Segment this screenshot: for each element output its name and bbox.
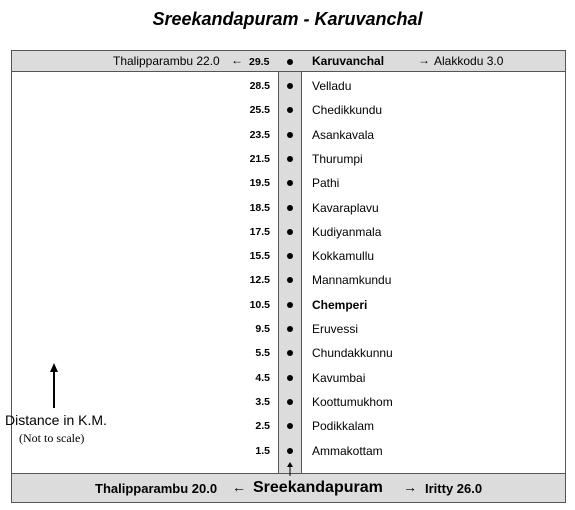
stop-name: Kokkamullu — [312, 249, 375, 264]
stop-dot-icon — [287, 180, 293, 186]
stop-dot-icon — [287, 132, 293, 138]
stop-name: Velladu — [312, 79, 352, 93]
right-arrow-icon: → — [403, 479, 417, 495]
stop-dot-icon — [287, 59, 293, 65]
stop-distance: 15.5 — [249, 250, 270, 263]
stop-row — [0, 395, 575, 409]
stop-dot-icon — [287, 302, 293, 308]
stop-dot-icon — [287, 350, 293, 356]
stop-distance: 9.5 — [255, 323, 270, 335]
stop-name: Ammakottam — [312, 443, 383, 458]
stop-distance: 12.5 — [249, 274, 270, 287]
stop-distance: 19.5 — [249, 177, 270, 190]
left-arrow-icon: ← — [231, 53, 243, 67]
legend-label: Distance in K.M. — [5, 412, 107, 428]
stop-row — [0, 346, 575, 360]
stop-name: Asankavala — [312, 127, 375, 142]
stop-distance: 1.5 — [255, 444, 270, 457]
bottom-left-destination: Thalipparambu 20.0 — [95, 481, 218, 496]
stop-dot-icon — [287, 107, 293, 113]
stop-row — [0, 371, 575, 385]
stop-distance: 2.5 — [255, 420, 270, 433]
top-left-destination: Thalipparambu 22.0 — [113, 54, 220, 68]
legend-note: (Not to scale) — [19, 431, 85, 445]
stop-name: Chemperi — [312, 297, 368, 312]
stop-name: Thurumpi — [312, 151, 363, 166]
stop-dot-icon — [287, 277, 293, 283]
stop-distance: 25.5 — [249, 104, 270, 117]
stop-dot-icon — [287, 448, 293, 454]
stop-distance: 3.5 — [255, 395, 270, 408]
stop-row — [0, 444, 575, 458]
stop-name: Kavumbai — [312, 370, 366, 385]
stop-name: Podikkalam — [312, 419, 375, 434]
stop-distance: 10.5 — [249, 298, 270, 311]
stop-distance: 5.5 — [255, 347, 270, 360]
stop-row — [0, 249, 575, 263]
stop-row — [0, 201, 575, 215]
stop-name: Kavaraplavu — [312, 200, 379, 215]
top-junction-name: Karuvanchal — [312, 54, 385, 68]
left-arrow-icon: ← — [232, 479, 246, 495]
stop-dot-icon — [287, 375, 293, 381]
stop-row — [0, 298, 575, 312]
stop-row — [0, 152, 575, 166]
stop-row — [0, 176, 575, 190]
stop-name: Koottumukhom — [312, 394, 393, 409]
stop-dot-icon — [287, 156, 293, 162]
stop-name: Chedikkundu — [312, 103, 383, 118]
stop-row — [0, 128, 575, 142]
stop-name: Kudiyanmala — [312, 224, 382, 239]
stop-row — [0, 273, 575, 287]
stop-row — [0, 79, 575, 93]
stop-distance: 17.5 — [249, 225, 270, 238]
diagram-title: Sreekandapuram - Karuvanchal — [152, 9, 423, 29]
stop-name: Chundakkunnu — [312, 346, 393, 361]
up-arrow-icon — [285, 462, 295, 476]
stop-row — [0, 225, 575, 239]
bottom-right-destination: Iritty 26.0 — [425, 481, 483, 496]
stop-name: Pathi — [312, 176, 340, 191]
origin-name: Sreekandapuram — [253, 479, 383, 496]
right-arrow-icon: → — [418, 53, 430, 67]
stop-distance: 21.5 — [249, 152, 270, 165]
stop-distance: 28.5 — [249, 80, 270, 92]
stop-row — [0, 103, 575, 117]
stop-dot-icon — [287, 423, 293, 429]
stop-dot-icon — [287, 326, 293, 332]
top-right-destination: Alakkodu 3.0 — [434, 54, 504, 68]
up-arrow-icon — [50, 363, 58, 408]
stop-dot-icon — [287, 83, 293, 89]
stop-row — [0, 322, 575, 336]
stop-distance: 4.5 — [255, 371, 270, 384]
stop-distance: 18.5 — [249, 201, 270, 214]
stop-name: Mannamkundu — [312, 273, 392, 288]
top-junction-distance: 29.5 — [249, 56, 270, 68]
stop-distance: 23.5 — [249, 128, 270, 141]
stop-name: Eruvessi — [312, 322, 359, 336]
stop-dot-icon — [287, 229, 293, 235]
stop-dot-icon — [287, 205, 293, 211]
stop-dot-icon — [287, 399, 293, 405]
stop-dot-icon — [287, 253, 293, 259]
